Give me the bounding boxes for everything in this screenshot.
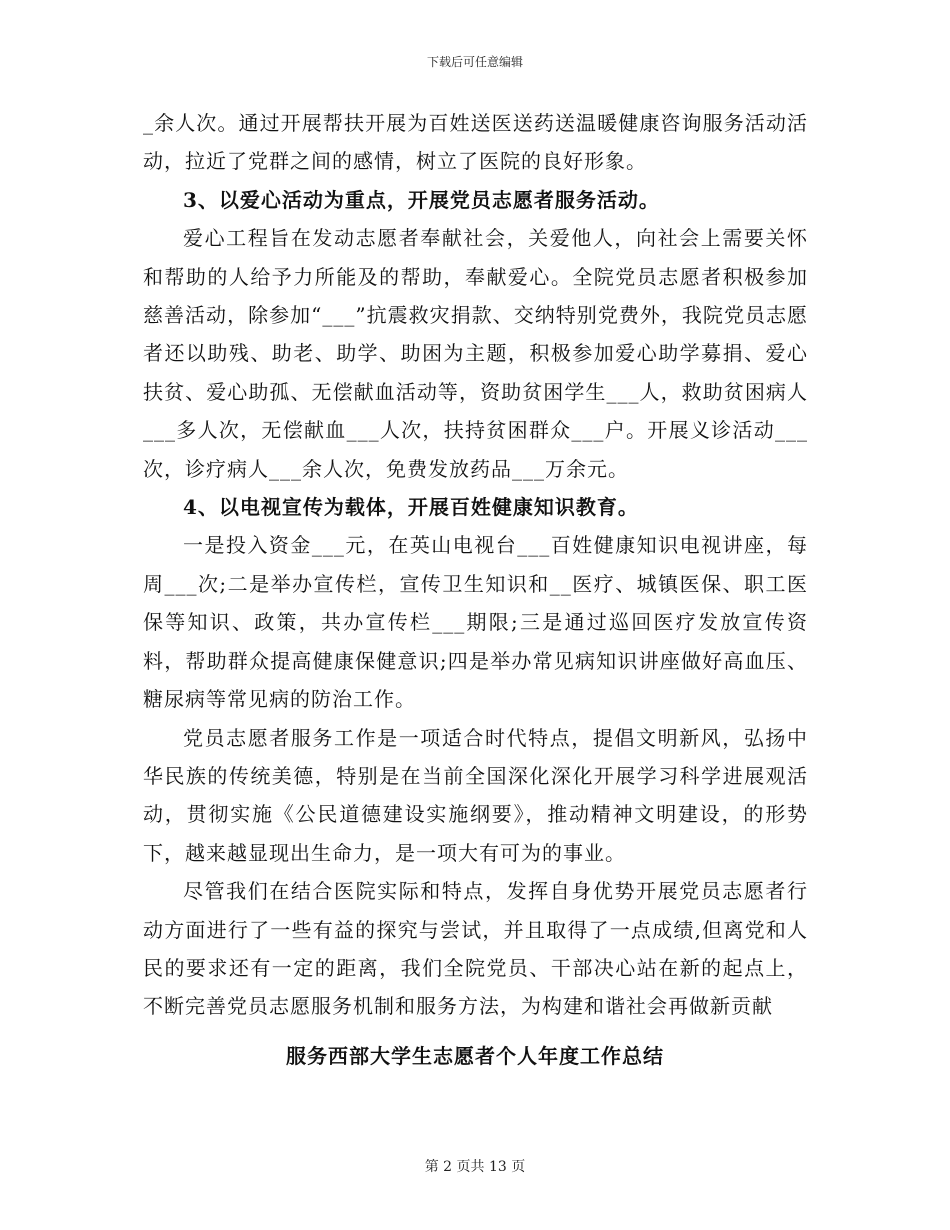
section-heading-3: 3、以爱心活动为重点，开展党员志愿者服务活动。 <box>183 187 660 212</box>
page-header-note: 下载后可任意编辑 <box>426 55 523 69</box>
paragraph-continuation: _余人次。通过开展帮扶开展为百姓送医送药送温暖健康咨询服务活动活动，拉近了党群之间的感情，树立了医院的良好形象。 <box>143 111 808 174</box>
document-title: 服务西部大学生志愿者个人年度工作总结 <box>286 1044 664 1068</box>
page-number: 第 2 页共 13 页 <box>424 1159 526 1175</box>
section-heading-4: 4、以电视宣传为载体，开展百姓健康知识教育。 <box>183 495 639 520</box>
paragraph-volunteer-significance: 党员志愿者服务工作是一项适合时代特点，提倡文明新风，弘扬中华民族的传统美德，特别是在当前全国深化深化开展学习科学进展观活动，贯彻实施《公民道德建设实施纲要》，推动精神文明建设，的形势下，越来越显现出生命力，是一项大有可为的事业。 <box>143 725 808 865</box>
paragraph-love-activities: 爱心工程旨在发动志愿者奉献社会，关爱他人，向社会上需要关怀和帮助的人给予力所能及的帮助，奉献爱心。全院党员志愿者积极参加慈善活动，除参加“___”抗震救灾捐款、交纳特别党费外，我院党员志愿者还以助残、助老、助学、助困为主题，积极参加爱心助学募捐、爱心扶贫、爱心助孤、无偿献血活动等，资助贫困学生___人，救助贫困病人___多人次，无偿献血___人次，扶持贫困群众___户。开展义诊活动___次，诊疗病人___余人次，免费发放药品___万余元。 <box>143 226 808 481</box>
paragraph-conclusion: 尽管我们在结合医院实际和特点，发挥自身优势开展党员志愿者行动方面进行了一些有益的探究与尝试，并且取得了一点成绩,但离党和人民的要求还有一定的距离，我们全院党员、干部决心站在新的起点上，不断完善党员志愿服务机制和服务方法，为构建和谐社会再做新贡献 <box>143 879 808 1019</box>
document-body <box>143 104 808 1026</box>
paragraph-tv-publicity: 一是投入资金___元，在英山电视台___百姓健康知识电视讲座，每周___次;二是举办宣传栏，宣传卫生知识和__医疗、城镇医保、职工医保等知识、政策，共办宣传栏___期限;三是通过巡回医疗发放宣传资料，帮助群众提高健康保健意识;四是举办常见病知识讲座做好高血压、糖尿病等常见病的防治工作。 <box>143 533 808 712</box>
